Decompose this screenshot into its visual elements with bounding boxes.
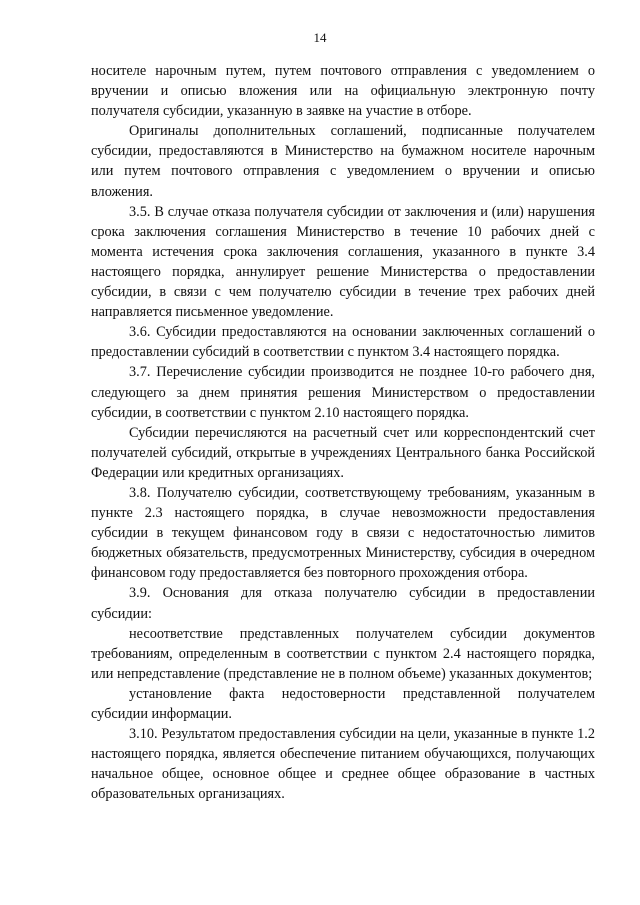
document-body bbox=[91, 61, 595, 804]
paragraph-continuation: носителе нарочным путем, путем почтового отправления с уведомлением о вручении и описью вложения или на официальную электронную почту получателя субсидии, указанную в заявке на участие в отборе. bbox=[91, 63, 595, 120]
paragraph-3-6: 3.6. Субсидии предоставляются на основании заключенных соглашений о предоставлении субсидий в соответствии с пунктом 3.4 настоящего порядка. bbox=[91, 324, 595, 361]
paragraph-refusal-ground-1: несоответствие представленных получателем субсидии документов требованиям, определенным в соответствии с пунктом 2.4 настоящего порядка, или непредставление (представление не в полном объеме) указанных документов; bbox=[91, 625, 595, 682]
paragraph-refusal-ground-2: установление факта недостоверности представленной получателем субсидии информации. bbox=[91, 685, 595, 722]
paragraph-3-8: 3.8. Получателю субсидии, соответствующему требованиям, указанным в пункте 2.3 настоящего порядка, в случае невозможности предоставления субсидии в текущем финансовом году в связи с недостаточностью лимитов бюджетных обязательств, предусмотренных Министерству, субсидия в очередном финансовом году предоставляется без повторного прохождения отбора. bbox=[91, 484, 595, 582]
paragraph-originals: Оригиналы дополнительных соглашений, подписанные получателем субсидии, предоставляются в Министерство на бумажном носителе нарочным или путем почтового отправления с уведомлением о вручении и описью вложения. bbox=[91, 123, 595, 200]
paragraph-3-5: 3.5. В случае отказа получателя субсидии от заключения и (или) нарушения срока заключения соглашения Министерство в течение 10 рабочих дней с момента истечения срока заключения соглашения, указанного в пункте 3.4 настоящего порядка, аннулирует решение Министерства о предоставлении субсидии, в связи с чем получателю субсидии в течение трех рабочих дней направляется письменное уведомление. bbox=[91, 203, 595, 321]
paragraph-3-7: 3.7. Перечисление субсидии производится не позднее 10-го рабочего дня, следующего за днем принятия решения Министерством о предоставлении субсидии, в соответствии с пунктом 2.10 настоящего порядка. bbox=[91, 364, 595, 421]
paragraph-transfer: Субсидии перечисляются на расчетный счет или корреспондентский счет получателей субсидий, открытые в учреждениях Центрального банка Российской Федерации или кредитных организациях. bbox=[91, 424, 595, 481]
paragraph-3-9: 3.9. Основания для отказа получателю субсидии в предоставлении субсидии: bbox=[91, 585, 595, 622]
paragraph-3-10: 3.10. Результатом предоставления субсидии на цели, указанные в пункте 1.2 настоящего порядка, является обеспечение питанием обучающихся, получающих начальное общее, основное общее и среднее общее образование в частных образовательных организациях. bbox=[91, 726, 595, 803]
page-number: 14 bbox=[313, 30, 327, 45]
